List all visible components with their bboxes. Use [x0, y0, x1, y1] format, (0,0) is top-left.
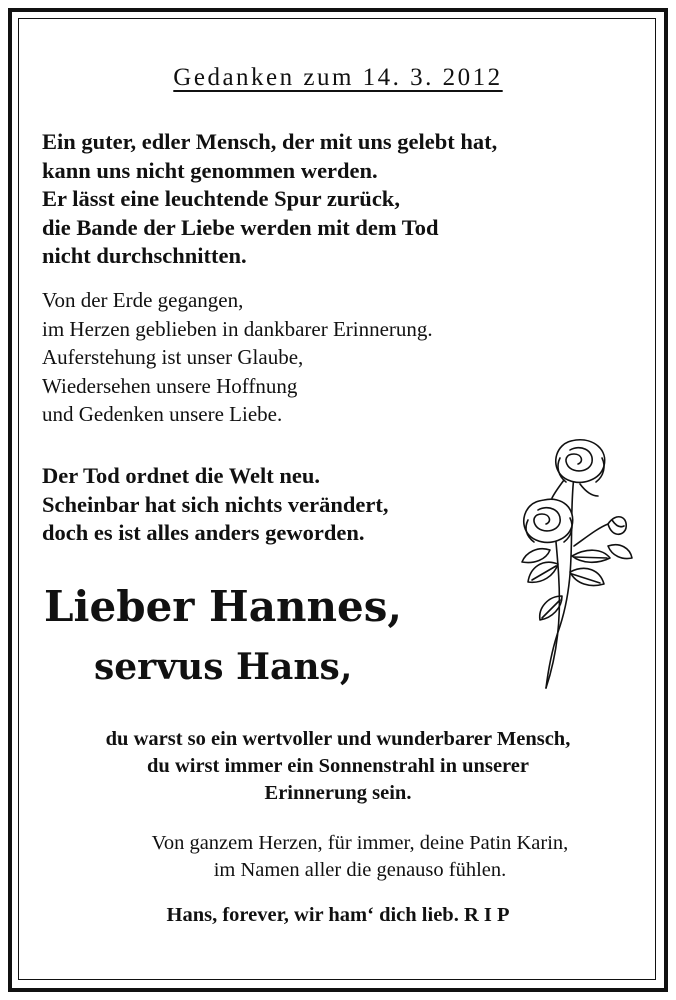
heading-text: Gedanken zum 14. 3. 2012 — [173, 64, 503, 91]
tribute — [0, 726, 676, 807]
rose-icon — [512, 436, 636, 692]
verse-3 — [42, 462, 388, 548]
signature-line: Von ganzem Herzen, für immer, deine Patin Karin, — [151, 832, 569, 854]
verse-line: Von der Erde gegangen, — [42, 288, 244, 312]
verse-line: Wiedersehen unsere Hoffnung — [42, 373, 298, 398]
tribute-line: du warst so ein wertvoller und wunderbarer Mensch, — [105, 728, 571, 750]
salutation-line-2: servus Hans, — [94, 646, 353, 688]
verse-line: Er lässt eine leuchtende Spur zurück, — [42, 186, 400, 211]
verse-line: Der Tod ordnet die Welt neu. — [42, 463, 320, 488]
verse-line: Auferstehung ist unser Glaube, — [42, 345, 304, 369]
verse-line: und Gedenken unsere Liebe. — [42, 402, 283, 426]
verse-line: die Bande der Liebe werden mit dem Tod — [42, 214, 439, 240]
verse-line: im Herzen geblieben in dankbarer Erinnerung. — [42, 316, 433, 341]
verse-line: nicht durchschnitten. — [42, 243, 247, 268]
verse-line: kann uns nicht genommen werden. — [42, 157, 378, 183]
tribute-line: Erinnerung sein. — [264, 782, 412, 804]
verse-2 — [42, 286, 433, 429]
signature-line: im Namen aller die genauso fühlen. — [213, 859, 507, 881]
verse-line: Ein guter, edler Mensch, der mit uns gelebt hat, — [42, 129, 498, 154]
signature — [0, 830, 676, 884]
tribute-line: du wirst immer ein Sonnenstrahl in unserer — [147, 755, 529, 777]
closing-line: Hans, forever, wir ham‘ dich lieb. R I P — [166, 904, 510, 926]
heading — [0, 64, 676, 92]
verse-line: doch es ist alles anders geworden. — [42, 520, 365, 545]
verse-line: Scheinbar hat sich nichts verändert, — [42, 491, 389, 517]
salutation-line-1: Lieber Hannes, — [44, 582, 403, 631]
verse-1 — [42, 128, 497, 271]
